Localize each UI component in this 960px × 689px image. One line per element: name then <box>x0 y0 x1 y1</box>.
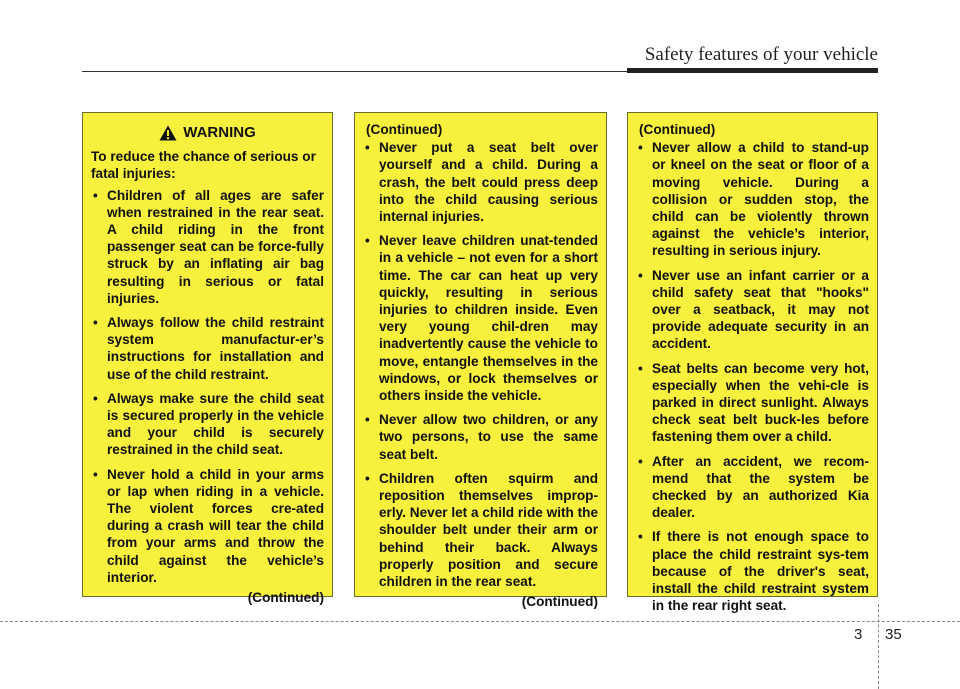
header-rule <box>82 71 627 72</box>
warning-list <box>91 187 324 586</box>
list-item: • Children of all ages are safer when restrained in the rear seat. A child riding in the front passenger seat can be force-fully struck by an inflating air bag resulting in serious or fatal injuries. <box>91 187 324 307</box>
continued-label: (Continued) <box>521 594 598 610</box>
warning-box <box>82 112 333 606</box>
list-item: • Never put a seat belt over yourself and a child. During a crash, the belt could press deep into the child causing serious internal injuries. <box>363 139 598 225</box>
warning-box-continued-2 <box>627 112 878 614</box>
warning-intro: To reduce the chance of serious or fatal injuries: <box>91 149 316 182</box>
warning-box-continued <box>354 112 607 610</box>
header-rule-accent <box>627 68 878 73</box>
warning-list <box>363 139 598 590</box>
running-header-title: Safety features of your vehicle <box>644 44 878 65</box>
warning-triangle-icon <box>159 125 177 141</box>
footer-divider <box>878 604 879 689</box>
warning-title: WARNING <box>183 124 256 141</box>
list-item: • Never allow a child to stand-up or kneel on the seat or floor of a moving vehicle. During a collision or sudden stop, the child can be violently thrown against the vehicle’s interior, resulting in serious injury. <box>636 139 869 259</box>
list-item: • Never leave children unat-tended in a vehicle – not even for a short time. The car can heat up very quickly, resulting in serious injuries to children inside. Even very young chil-dren may inadvertently cause the vehicle to move, entangle themselves in the windows, or lock themselves or others inside the vehicle. <box>363 232 598 404</box>
warning-list <box>636 139 869 614</box>
list-item: • After an accident, we recom-mend that the system be checked by an authorized Kia dealer. <box>636 453 869 522</box>
list-item: • Never allow two children, or any two persons, to use the same seat belt. <box>363 411 598 463</box>
continued-label: (Continued) <box>247 590 324 606</box>
list-item: • Seat belts can become very hot, especially when the vehi-cle is parked in direct sunlight. Always check seat belt buck-les before fastening them over a child. <box>636 360 869 446</box>
continued-label: (Continued) <box>639 122 716 137</box>
list-item: • Always make sure the child seat is secured properly in the vehicle and your child is securely restrained in the child seat. <box>91 390 324 459</box>
list-item: • If there is not enough space to place the child restraint sys-tem because of the driver's seat, install the child restraint system in the rear right seat. <box>636 528 869 614</box>
list-item: • Children often squirm and reposition themselves improp-erly. Never let a child ride with the shoulder belt under their arm or behind their back. Always properly position and secure children in the rear seat. <box>363 470 598 590</box>
warning-heading <box>91 124 324 141</box>
chapter-number: 3 <box>854 626 863 643</box>
page-number: 35 <box>885 626 902 643</box>
footer-rule <box>0 621 960 622</box>
continued-label: (Continued) <box>366 122 443 137</box>
list-item: • Never use an infant carrier or a child safety seat that "hooks" over a seatback, it may not provide adequate security in an accident. <box>636 267 869 353</box>
list-item: • Always follow the child restraint system manufactur-er’s instructions for installation and use of the child restraint. <box>91 314 324 383</box>
list-item: • Never hold a child in your arms or lap when riding in a vehicle. The violent forces cre-ated during a crash will tear the child from your arms and throw the child against the vehicle’s interior. <box>91 466 324 586</box>
